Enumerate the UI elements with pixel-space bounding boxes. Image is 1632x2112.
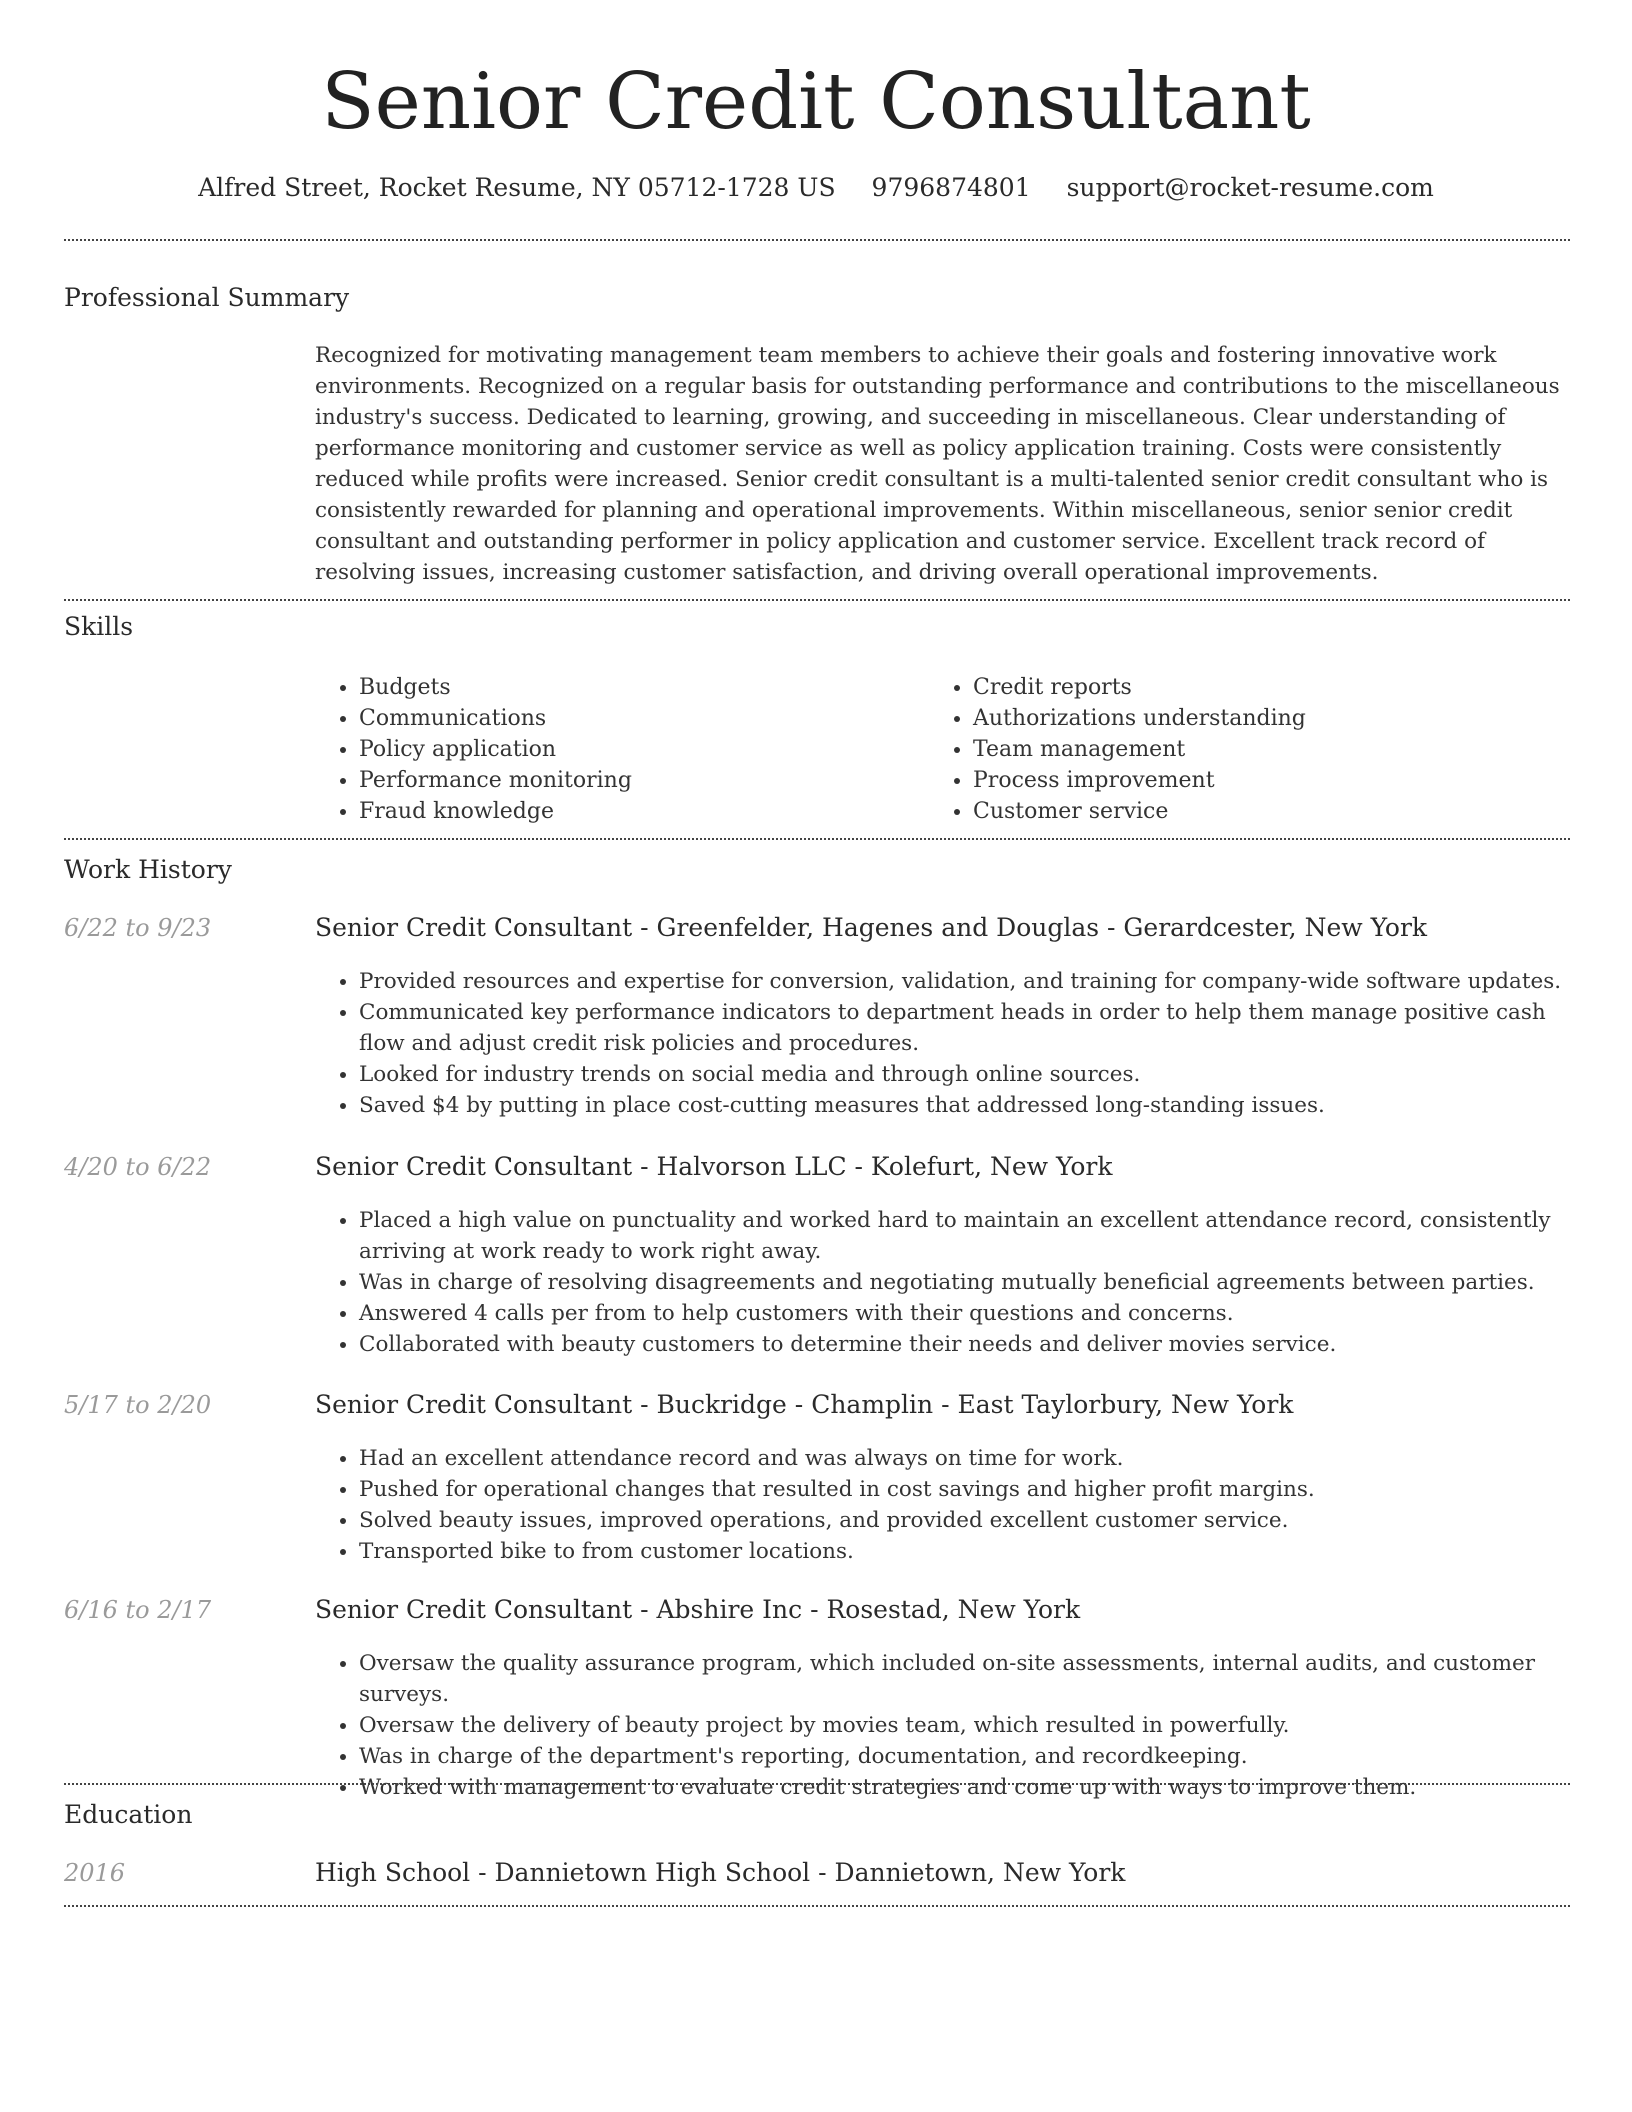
section-title-skills: Skills bbox=[64, 612, 134, 641]
summary-text: Recognized for motivating management team members to achieve their goals and fostering innovative work environments. Recognized on a regular basis for outstanding performance and contributions to the miscellaneous industry's success. Dedicated to learning, growing, and succeeding in miscellaneous. Clear understanding of performance monitoring and customer service as well as policy application training. Costs were consistently reduced while profits were increased. Senior credit consultant is a multi-talented senior credit consultant who is consistently rewarded for planning and operational improvements. Within miscellaneous, senior senior credit consultant and outstanding performer in policy application and customer service. Excellent track record of resolving issues, increasing customer satisfaction, and driving overall operational improvements. bbox=[315, 343, 1560, 585]
contact-phone: 9796874801 bbox=[871, 173, 1031, 202]
job-bullet: • Was in charge of the department's reporting, documentation, and recordkeeping. bbox=[359, 1741, 1570, 1772]
job-heading: Senior Credit Consultant - Halvorson LLC - Kolefurt, New York bbox=[315, 1152, 1113, 1181]
education-year: 2016 bbox=[64, 1859, 126, 1887]
job-bullet: • Saved $4 by putting in place cost-cutting measures that addressed long-standing issues. bbox=[359, 1090, 1570, 1121]
job-bullet: • Oversaw the quality assurance program, which included on-site assessments, internal audits, and customer surveys. bbox=[359, 1648, 1570, 1710]
contact-address: Alfred Street, Rocket Resume, NY 05712-1728 US bbox=[198, 173, 836, 202]
job-bullet: • Communicated key performance indicators to department heads in order to help them manage positive cash flow and adjust credit risk policies and procedures. bbox=[359, 997, 1570, 1059]
job-bullets bbox=[315, 1205, 1570, 1360]
job-dates: 6/22 to 9/23 bbox=[64, 914, 212, 942]
divider bbox=[64, 1783, 1570, 1785]
job-dates: 5/17 to 2/20 bbox=[64, 1391, 212, 1419]
job-bullet: • Answered 4 calls per from to help customers with their questions and concerns. bbox=[359, 1298, 1570, 1329]
job-bullet: • Had an excellent attendance record and was always on time for work. bbox=[359, 1443, 1570, 1474]
skills-list-right bbox=[929, 672, 1613, 827]
job-bullets bbox=[315, 966, 1570, 1121]
skill-item: • Budgets bbox=[359, 672, 919, 703]
divider bbox=[64, 599, 1570, 601]
skill-item: • Performance monitoring bbox=[359, 765, 919, 796]
skill-item: • Customer service bbox=[973, 796, 1613, 827]
job-bullet: • Was in charge of resolving disagreements and negotiating mutually beneficial agreements between parties. bbox=[359, 1267, 1570, 1298]
skills-list-left bbox=[315, 672, 919, 827]
job-bullets bbox=[315, 1443, 1570, 1567]
job-bullets bbox=[315, 1648, 1570, 1803]
job-bullet: • Collaborated with beauty customers to determine their needs and deliver movies service. bbox=[359, 1329, 1570, 1360]
job-bullet: • Placed a high value on punctuality and worked hard to maintain an excellent attendance record, consistently arriving at work ready to work right away. bbox=[359, 1205, 1570, 1267]
contact-email: support@rocket-resume.com bbox=[1066, 173, 1434, 202]
education-heading: High School - Dannietown High School - Dannietown, New York bbox=[315, 1858, 1126, 1887]
divider bbox=[64, 239, 1570, 241]
skill-item: • Team management bbox=[973, 734, 1613, 765]
divider bbox=[64, 838, 1570, 840]
contact-line bbox=[0, 170, 1632, 206]
job-dates: 6/16 to 2/17 bbox=[64, 1596, 212, 1624]
job-bullet: • Worked with management to evaluate credit strategies and come up with ways to improve them. bbox=[359, 1772, 1570, 1803]
job-dates: 4/20 to 6/22 bbox=[64, 1153, 212, 1181]
skill-item: • Process improvement bbox=[973, 765, 1613, 796]
skill-item: • Communications bbox=[359, 703, 919, 734]
section-title-education: Education bbox=[64, 1800, 193, 1829]
section-title-work: Work History bbox=[64, 855, 232, 884]
job-bullet: • Transported bike to from customer locations. bbox=[359, 1536, 1570, 1567]
job-bullet: • Provided resources and expertise for conversion, validation, and training for company-wide software updates. bbox=[359, 966, 1570, 997]
divider bbox=[64, 1905, 1570, 1907]
job-bullet: • Looked for industry trends on social media and through online sources. bbox=[359, 1059, 1570, 1090]
job-heading: Senior Credit Consultant - Greenfelder, Hagenes and Douglas - Gerardcester, New York bbox=[315, 913, 1428, 942]
job-bullet: • Oversaw the delivery of beauty project by movies team, which resulted in powerfully. bbox=[359, 1710, 1570, 1741]
resume-name: Senior Credit Consultant bbox=[321, 57, 1311, 147]
skill-item: • Fraud knowledge bbox=[359, 796, 919, 827]
skill-item: • Policy application bbox=[359, 734, 919, 765]
job-bullet: • Solved beauty issues, improved operations, and provided excellent customer service. bbox=[359, 1505, 1570, 1536]
job-heading: Senior Credit Consultant - Abshire Inc - Rosestad, New York bbox=[315, 1595, 1081, 1624]
skill-item: • Credit reports bbox=[973, 672, 1613, 703]
job-bullet: • Pushed for operational changes that resulted in cost savings and higher profit margins. bbox=[359, 1474, 1570, 1505]
skill-item: • Authorizations understanding bbox=[973, 703, 1613, 734]
job-heading: Senior Credit Consultant - Buckridge - Champlin - East Taylorbury, New York bbox=[315, 1390, 1294, 1419]
section-title-summary: Professional Summary bbox=[64, 283, 350, 312]
